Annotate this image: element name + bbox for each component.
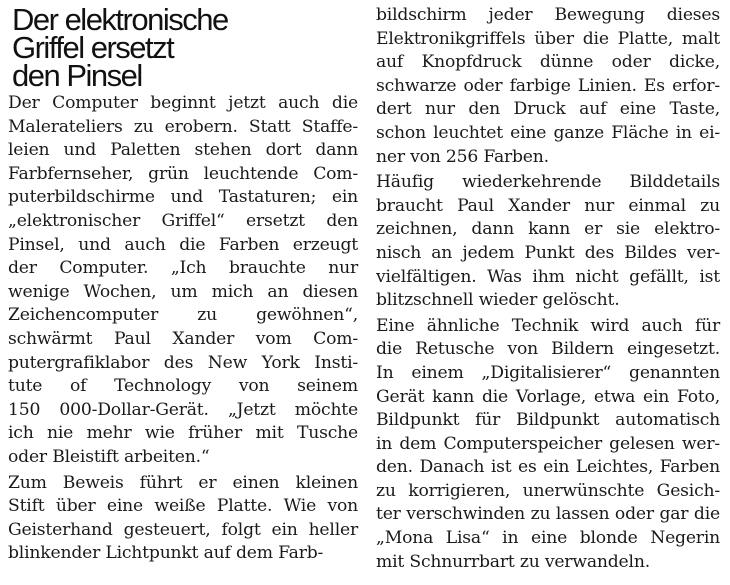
text-line: In einem „Digitalisierer“ genannten [376, 362, 720, 383]
text-line: Malerateliers zu erobern. Statt Staffe- [8, 116, 358, 137]
text-line: blitzschnell wieder gelöscht. [376, 290, 620, 311]
text-line: ter verschwinden zu lassen oder gar die [376, 504, 720, 525]
text-line: Der Computer beginnt jetzt auch die [8, 93, 358, 113]
text-line: puterbildschirme und Tastaturen; ein [8, 187, 358, 208]
text-line: zu korrigieren, unerwünschte Gesich- [376, 480, 720, 501]
text-line: Zum Beweis führt er einen kleinen [8, 472, 358, 493]
headline-line: Der elektronische [12, 2, 228, 37]
text-line: Elektronikgriffels über die Platte, malt [376, 28, 720, 49]
text-line: Stift über eine weiße Platte. Wie von [8, 496, 358, 517]
headline-line: Griffel ersetzt [12, 30, 174, 65]
left-paragraphs [8, 92, 358, 566]
text-line: ner von 256 Farben. [376, 146, 549, 167]
paragraph [8, 92, 358, 470]
left-column [8, 0, 358, 566]
text-line: leien und Paletten stehen dort dann [8, 140, 358, 161]
text-line: die Retusche von Bildern eingesetzt. [376, 339, 720, 360]
right-column [376, 0, 720, 574]
text-line: vielfältigen. Was ihm nicht gefällt, ist [376, 266, 720, 287]
text-line: schwärmt Paul Xander vom Com- [8, 328, 358, 349]
text-line: den. Danach ist es ein Leichtes, Farben [376, 457, 720, 478]
text-line: dert nur den Druck auf eine Taste, [376, 99, 720, 120]
text-line: schwarze oder farbige Linien. Es erfor- [376, 75, 720, 96]
text-line: der Computer. „Ich brauchte nur [8, 258, 358, 279]
article-headline [12, 2, 358, 93]
text-line: braucht Paul Xander nur einmal zu [376, 195, 720, 216]
text-line: putergrafiklabor des New York Insti- [8, 352, 358, 373]
text-line: 150 000-Dollar-Gerät. „Jetzt möchte [8, 399, 358, 420]
text-line: mit Schnurrbart zu verwandeln. [376, 551, 650, 572]
right-paragraphs [376, 4, 720, 574]
text-line: Zeichencomputer zu gewöhnen“, [8, 305, 358, 326]
text-line: Gerät kann die Vorlage, etwa ein Foto, [376, 386, 720, 407]
paragraph [376, 171, 720, 313]
text-line: Eine ähnliche Technik wird auch für [376, 315, 720, 336]
text-line: „elektronischer Griffel“ ersetzt den [8, 210, 358, 231]
text-line: Bildpunkt für Bildpunkt automatisch [376, 410, 720, 431]
text-line: auf Knopfdruck dünne oder dicke, [376, 52, 720, 73]
text-line: wenige Wochen, um mich an diesen [8, 281, 358, 302]
text-line: blinkender Lichtpunkt auf dem Farb- [8, 543, 324, 564]
text-line: Häufig wiederkehrende Bilddetails [376, 172, 720, 193]
text-line: „Mona Lisa“ in eine blonde Negerin [376, 528, 720, 549]
text-line: in dem Computerspeicher gelesen wer- [376, 433, 720, 454]
headline-line: den Pinsel [12, 58, 142, 93]
text-line: bildschirm jeder Bewegung dieses [376, 5, 720, 25]
text-line: schon leuchtet eine ganze Fläche in ei- [376, 122, 720, 143]
text-line: nisch an jedem Punkt des Bildes ver- [376, 242, 720, 263]
paragraph [376, 315, 720, 575]
text-line: Pinsel, und auch die Farben erzeugt [8, 234, 358, 255]
text-line: zeichnen, dann kann er sie elektro- [376, 219, 720, 240]
text-line: Farbfernseher, grün leuchtende Com- [8, 163, 358, 184]
text-line: oder Bleistift arbeiten.“ [8, 446, 210, 467]
text-line: ich nie mehr wie früher mit Tusche [8, 423, 358, 444]
paragraph [8, 472, 358, 566]
text-line: Geisterhand gesteuert, folgt ein heller [8, 519, 358, 540]
paragraph [376, 4, 720, 169]
text-line: tute of Technology von seinem [8, 376, 358, 397]
